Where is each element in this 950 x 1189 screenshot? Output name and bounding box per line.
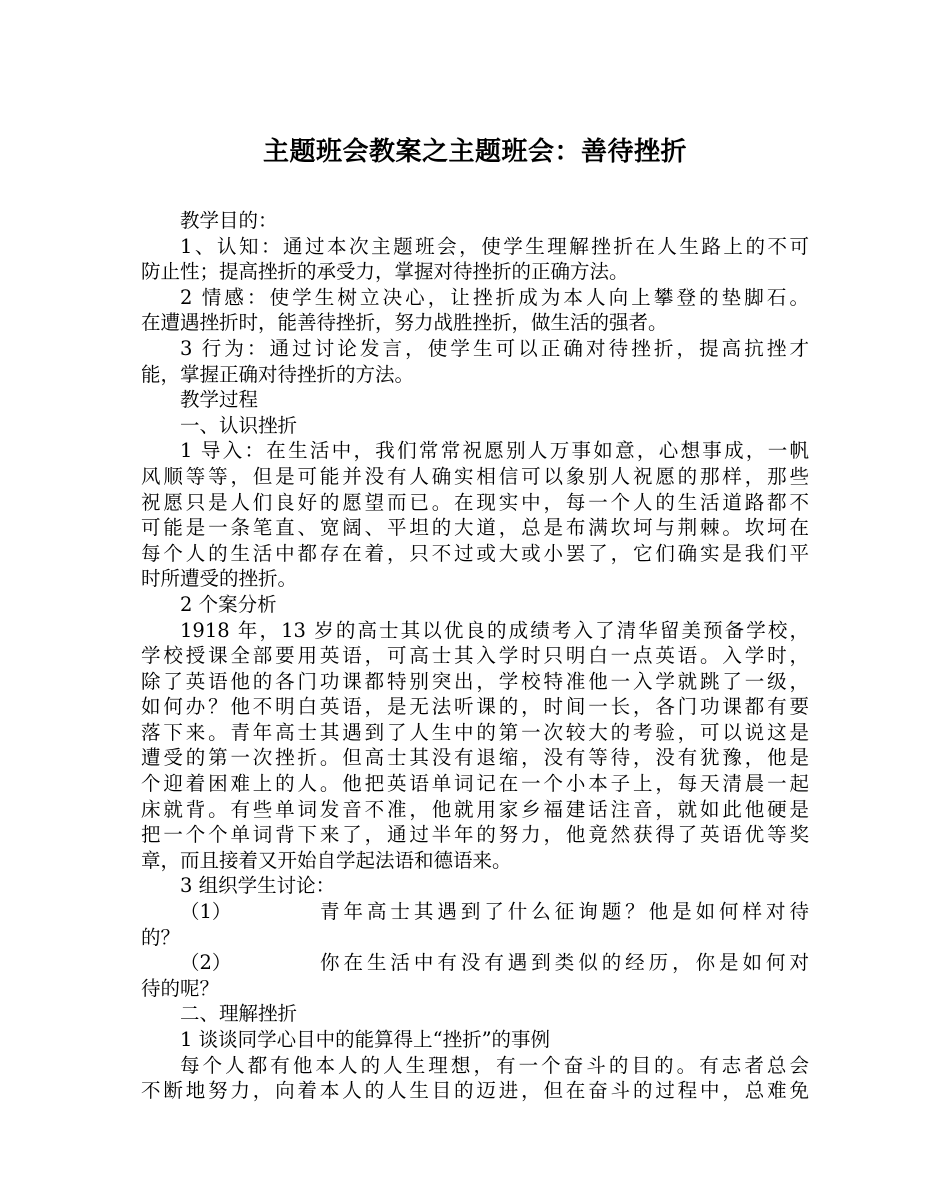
text-line: 祝愿只是人们良好的愿望而已。在现实中，每一个人的生活道路都不 [141,490,809,514]
paragraph-case-cont [141,643,809,873]
question-text: 青年高士其遇到了什么征询题？他是如何样对待 [320,900,809,924]
document-title: 主题班会教案之主题班会：善待挫折 [262,137,687,167]
section-heading-process [141,387,809,413]
text-line: 能，掌握正确对待挫折的方法。 [141,362,415,386]
paragraph-case [141,618,809,644]
discussion-question-2-cont [141,976,809,1002]
text-line: 1918 年，13 岁的高士其以优良的成绩考入了清华留美预备学校， [180,618,809,642]
paragraph-behavior [141,336,809,362]
text-line: 2 个案分析 [180,592,277,616]
text-line: 待的呢？ [141,976,220,1000]
discussion-question-2 [141,950,809,976]
text-line: 1 导入：在生活中，我们常常祝愿别人万事如意，心想事成，一帆 [180,439,809,463]
text-line: 教学目的： [180,209,278,232]
text-line: 每个人都有他本人的人生理想，有一个奋斗的目的。有志者总会 [180,1053,809,1077]
section-heading-understand [141,1001,809,1027]
text-line: 学校授课全部要用英语，可高士其入学时只明白一点英语。入学时， [141,644,809,668]
section-heading-recognize [141,413,809,439]
text-line: 3 组织学生讨论： [180,874,336,898]
question-number: （1） [180,900,232,924]
text-line: 床就背。有些单词发音不准，他就用家乡福建话注音，就如此他硬是 [141,797,809,821]
text-line: 除了英语他的各门功课都特别突出，学校特准他一入学就跳了一级， [141,669,809,693]
section-heading-examples [141,1027,809,1053]
paragraph-intro [141,438,809,464]
text-line: 时所遭受的挫折。 [141,567,298,591]
text-line: 把一个个单词背下来了，通过半年的努力，他竟然获得了英语优等奖 [141,823,809,847]
paragraph-cognition-cont [141,259,809,285]
text-line: 每个人的生活中都存在着，只不过或大或小罢了，它们确实是我们平 [141,541,809,565]
text-line: 风顺等等，但是可能并没有人确实相信可以象别人祝愿的那样，那些 [141,464,809,488]
paragraph-behavior-cont [141,362,809,388]
discussion-question-1 [141,899,809,925]
paragraph-objectives-heading [141,208,809,234]
question-text: 你在生活中有没有遇到类似的经历，你是如何对 [320,951,809,975]
section-heading-case [141,592,809,618]
text-line: 遭受的第一次挫折。但高士其没有退缩，没有等待，没有犹豫，他是 [141,746,809,770]
section-heading-discussion [141,873,809,899]
text-line: 可能是一条笔直、宽阔、平坦的大道，总是布满坎坷与荆棘。坎坷在 [141,516,809,540]
paragraph-ideals-cont [141,1078,809,1104]
text-line: 个迎着困难上的人。他把英语单词记在一个小本子上，每天清晨一起 [141,772,809,796]
text-line: 防止性；提高挫折的承受力，掌握对待挫折的正确方法。 [141,260,629,284]
paragraph-intro-cont [141,464,809,592]
paragraph-ideals [141,1053,809,1079]
paragraph-cognition [141,234,809,260]
text-line: 如何办？他不明白英语，是无法听课的，时间一长，各门功课都有要 [141,695,809,719]
paragraph-emotion [141,285,809,311]
paragraph-emotion-cont [141,310,809,336]
discussion-question-1-cont [141,925,809,951]
text-line: 不断地努力，向着本人的人生目的迈进，但在奋斗的过程中，总难免 [141,1079,809,1103]
text-line: 章，而且接着又开始自学起法语和德语来。 [141,848,512,872]
text-line: 的？ [141,925,181,949]
text-line: 3 行为：通过讨论发言，使学生可以正确对待挫折，提高抗挫才 [180,336,809,360]
question-number: （2） [180,951,232,975]
text-line: 二、理解挫折 [180,1002,298,1026]
document-body [141,208,809,1104]
text-line: 1 谈谈同学心目中的能算得上“挫折”的事例 [180,1028,551,1051]
text-line: 2 情感：使学生树立决心，让挫折成为本人向上攀登的垫脚石。 [180,285,809,309]
text-line: 在遭遇挫折时，能善待挫折，努力战胜挫折，做生活的强者。 [141,311,668,335]
text-line: 落下来。青年高士其遇到了人生中的第一次较大的考验，可以说这是 [141,720,809,744]
text-line: 教学过程 [180,388,259,412]
text-line: 1、认知：通过本次主题班会，使学生理解挫折在人生路上的不可 [180,234,809,258]
text-line: 一、认识挫折 [180,413,298,437]
